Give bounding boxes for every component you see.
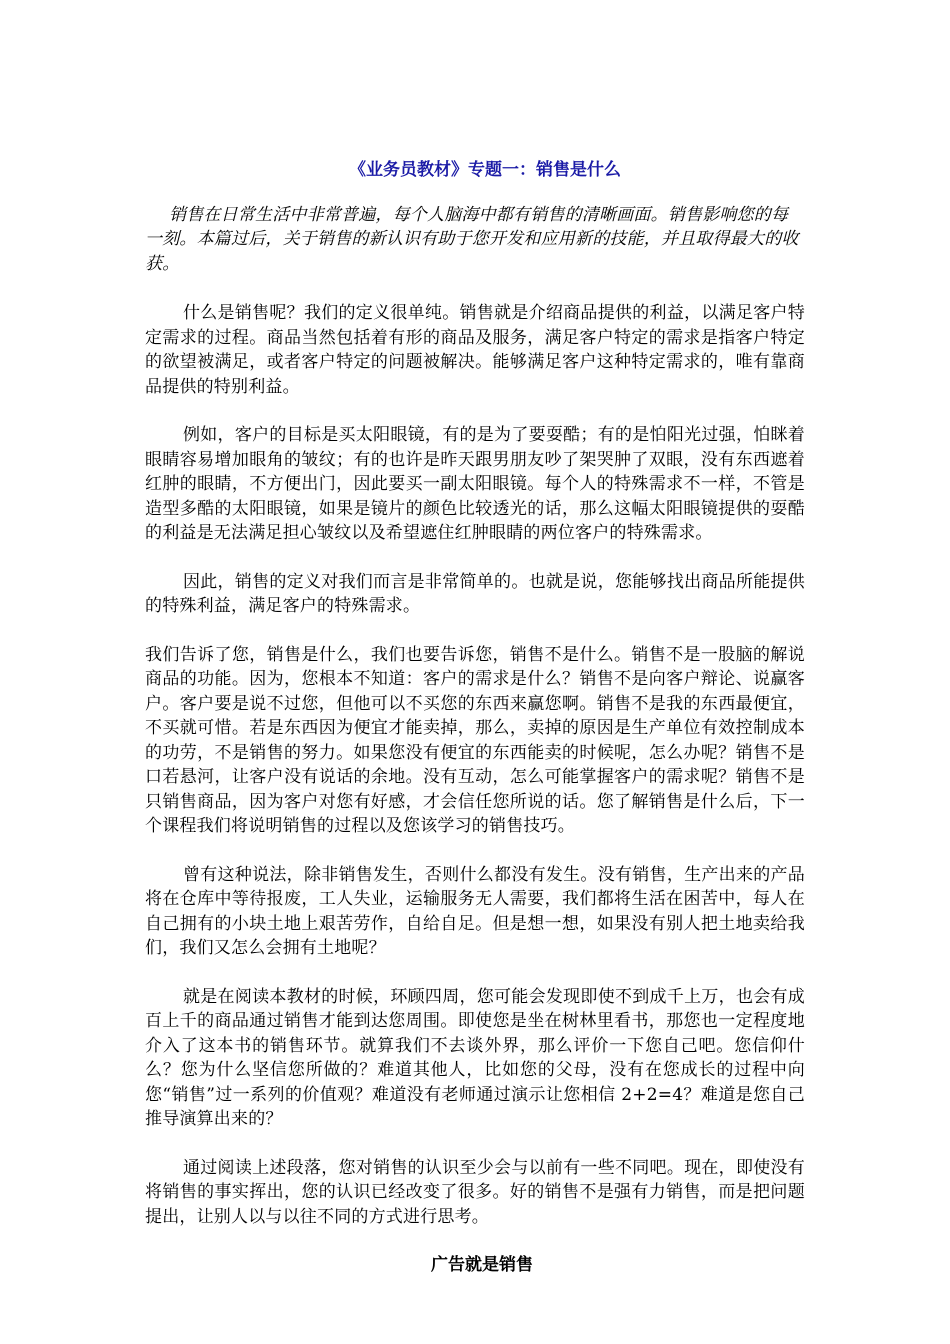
document-title: 《业务员教材》专题一：销售是什么 bbox=[349, 160, 621, 180]
paragraph-look-around: 就是在阅读本教材的时候，环顾四周，您可能会发现即使不到成千上万，也会有成百上千的商品通过销售才能到达您周围。即使您是坐在树林里看书，那您也一定程度地介入了这本书的销售环节。就算我们不去谈外界，那么评价一下您自己吧。您信仰什么？您为什么坚信您所做的？难道其他人，比如您的父母，没有在您成长的过程中向您“销售”过一系列的价值观？难道没有老师通过演示让您相信 2+2=4？难道是您自己推导演算出来的？ bbox=[145, 986, 805, 1129]
paragraph-sunglasses-example: 例如，客户的目标是买太阳眼镜，有的是为了要耍酷；有的是怕阳光过强，怕眯着眼睛容易增加眼角的皱纹；有的也许是昨天跟男朋友吵了架哭肿了双眼，没有东西遮着红肿的眼睛，不方便出门，因此要买一副太阳眼镜。每个人的特殊需求不一样，不管是造型多酷的太阳眼镜，如果是镜片的颜色比较透光的话，那么这幅太阳眼镜提供的耍酷的利益是无法满足担心皱纹以及希望遮住红肿眼睛的两位客户的特殊需求。 bbox=[145, 425, 805, 543]
document-page bbox=[145, 158, 805, 1278]
paragraph-conclusion: 通过阅读上述段落，您对销售的认识至少会与以前有一些不同吧。现在，即使没有将销售的事实挥出，您的认识已经改变了很多。好的销售不是强有力销售，而是把问题提出，让别人以与以往不同的方式进行思考。 bbox=[145, 1157, 805, 1227]
paragraph-definition: 什么是销售呢？我们的定义很单纯。销售就是介绍商品提供的利益，以满足客户特定需求的过程。商品当然包括着有形的商品及服务，满足客户特定的需求是指客户特定的欲望被满足，或者客户特定的问题被解决。能够满足客户这种特定需求的，唯有靠商品提供的特别利益。 bbox=[145, 303, 805, 397]
paragraph-summary: 因此，销售的定义对我们而言是非常简单的。也就是说，您能够找出商品所能提供的特殊利益，满足客户的特殊需求。 bbox=[145, 571, 805, 616]
paragraph-what-sales-is-not: 我们告诉了您，销售是什么，我们也要告诉您，销售不是什么。销售不是一股脑的解说商品的功能。因为，您根本不知道：客户的需求是什么？销售不是向客户辩论、说赢客户。客户要是说不过您，但他可以不买您的东西来赢您啊。销售不是我的东西最便宜，不买就可惜。若是东西因为便宜才能卖掉，那么，卖掉的原因是生产单位有效控制成本的功劳，不是销售的努力。如果您没有便宜的东西能卖的时候呢，怎么办呢？销售不是口若悬河，让客户没有说话的余地。没有互动，怎么可能掌握客户的需求呢？销售不是只销售商品，因为客户对您有好感，才会信任您所说的话。您了解销售是什么后，下一个课程我们将说明销售的过程以及您该学习的销售技巧。 bbox=[145, 644, 805, 836]
paragraph-nothing-happens: 曾有这种说法，除非销售发生，否则什么都没有发生。没有销售，生产出来的产品将在仓库中等待报废，工人失业，运输服务无人需要，我们都将生活在困苦中，每人在自己拥有的小块土地上艰苦劳作，自给自足。但是想一想，如果没有别人把土地卖给我们，我们又怎么会拥有土地呢？ bbox=[145, 864, 805, 958]
intro-paragraph: 销售在日常生活中非常普遍，每个人脑海中都有销售的清晰画面。销售影响您的每一刻。本篇过后，关于销售的新认识有助于您开发和应用新的技能，并且取得最大的收获。 bbox=[145, 204, 799, 274]
section-subtitle: 广告就是销售 bbox=[431, 1255, 533, 1275]
